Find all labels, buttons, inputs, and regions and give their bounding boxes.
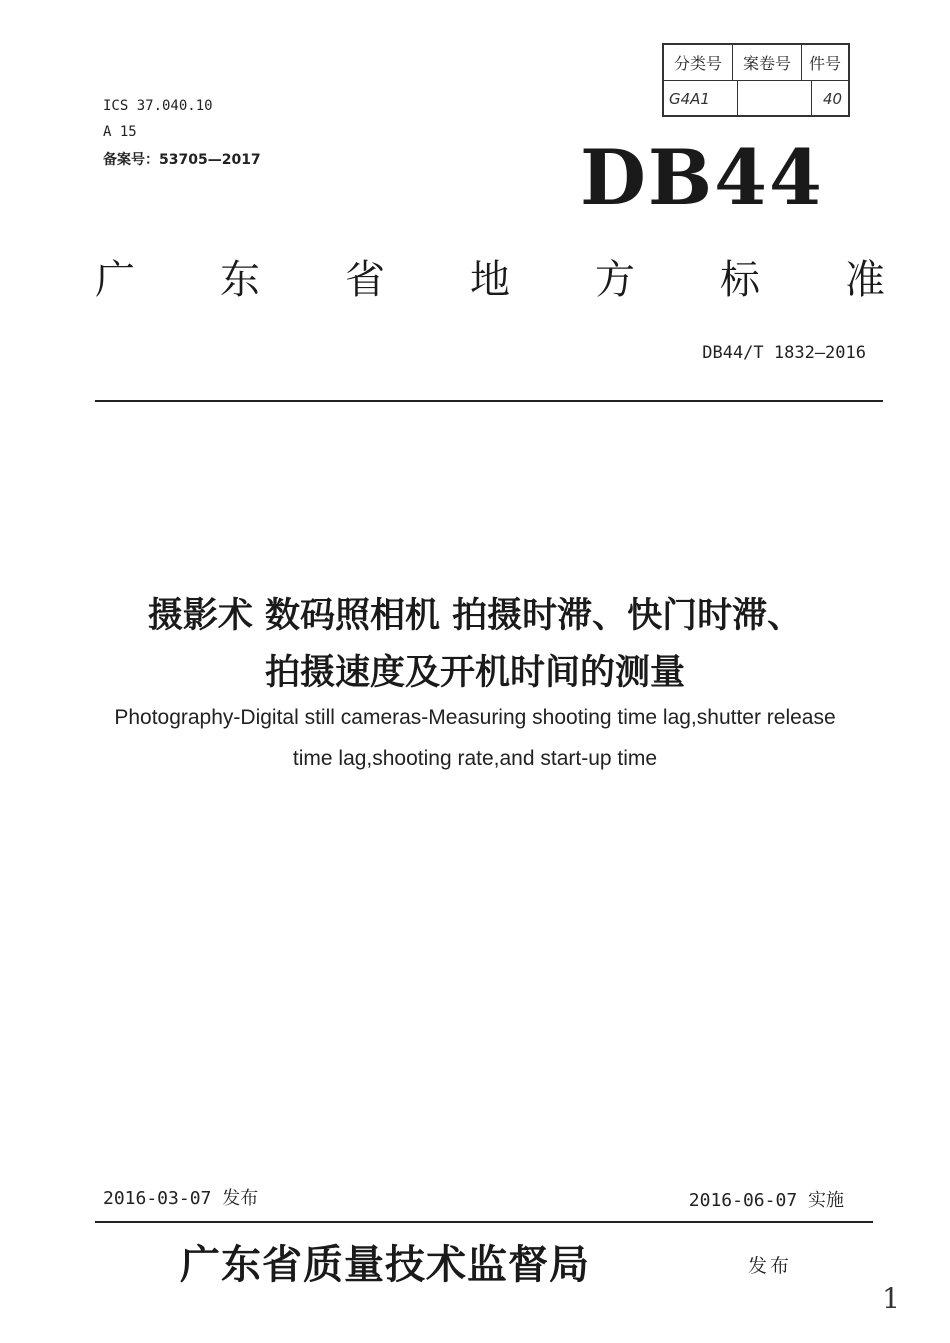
- record-number: 备案号：53705—2017: [103, 152, 261, 168]
- title-char: 方: [595, 257, 635, 303]
- stamp-label: 分类号: [664, 45, 733, 80]
- stamp-header-row: [664, 45, 848, 80]
- header-divider: [95, 400, 883, 402]
- footer-divider: [95, 1221, 873, 1223]
- issued-label: 发布: [748, 1255, 793, 1277]
- title-char: 准: [845, 257, 885, 303]
- stamp-value: G4A1: [664, 81, 738, 116]
- page-number: 1: [882, 1282, 900, 1315]
- cn-title-line-1: 摄影术 数码照相机 拍摄时滞、快门时滞、: [147, 596, 803, 636]
- stamp-label: 案卷号: [733, 45, 802, 80]
- en-title-line-2: time lag,shooting rate,and start-up time: [292, 747, 658, 770]
- standard-number: DB44/T 1832—2016: [702, 343, 866, 363]
- title-char: 广: [95, 257, 135, 303]
- issuing-authority: 广东省质量技术监督局: [180, 1241, 590, 1288]
- stamp-label: 件号: [808, 54, 841, 73]
- stamp-value: 40: [822, 89, 843, 108]
- cn-title-line-2: 拍摄速度及开机时间的测量: [264, 653, 685, 693]
- stamp-value: [738, 81, 812, 116]
- implement-date: 2016-06-07 实施: [688, 1190, 844, 1211]
- title-char: 标: [720, 257, 760, 303]
- standard-type-title: [95, 248, 885, 305]
- title-char: 东: [220, 257, 260, 303]
- publish-date: 2016-03-07 发布: [103, 1188, 259, 1209]
- title-char: 地: [470, 257, 510, 303]
- archive-stamp: [662, 43, 850, 117]
- class-code: A 15: [103, 124, 137, 140]
- en-title-line-1: Photography-Digital still cameras-Measuring shooting time lag,shutter release: [114, 706, 836, 729]
- stamp-value-row: [664, 80, 848, 116]
- title-char: 省: [345, 257, 385, 303]
- ics-code: ICS 37.040.10: [103, 98, 213, 114]
- db44-logo: DB44: [580, 133, 824, 222]
